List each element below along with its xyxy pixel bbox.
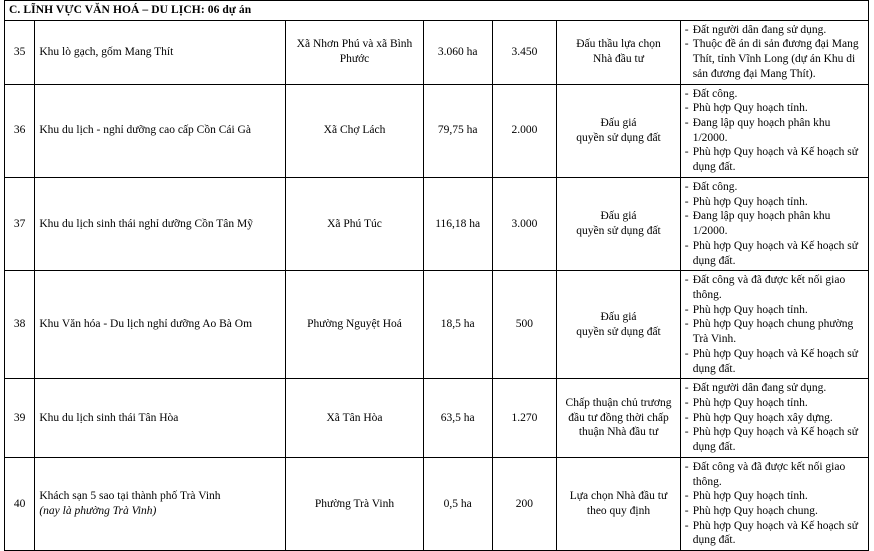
form-line: Đấu giá [600, 311, 637, 324]
form-line: Đấu giá [600, 210, 637, 223]
project-name-text: Khu du lịch sinh thái nghỉ dưỡng Cồn Tân Mỹ [39, 217, 254, 230]
note-list [685, 23, 864, 82]
project-area: 3.060 ha [423, 20, 492, 84]
note-item: - Phù hợp Quy hoạch và Kế hoạch sử dụng đất. [685, 239, 864, 268]
form-line: quyền sử dụng đất [576, 325, 661, 338]
project-notes [680, 84, 868, 177]
note-item: - Phù hợp Quy hoạch tỉnh. [685, 303, 864, 318]
project-location: Phường Trà Vinh [286, 457, 424, 550]
table-row [5, 177, 869, 270]
note-item: - Phù hợp Quy hoạch chung phường Trà Vinh. [685, 317, 864, 346]
note-item: - Phù hợp Quy hoạch và Kế hoạch sử dụng đất. [685, 519, 864, 548]
note-item: - Phù hợp Quy hoạch và Kế hoạch sử dụng đất. [685, 145, 864, 174]
note-item: - Đất người dân đang sử dụng. [685, 381, 864, 396]
note-item: - Đang lập quy hoạch phân khu 1/2000. [685, 209, 864, 238]
project-investment-form [557, 457, 680, 550]
project-cost: 2.000 [492, 84, 557, 177]
form-line: Chấp thuận chủ trương [565, 396, 672, 409]
project-name [35, 177, 286, 270]
project-name [35, 84, 286, 177]
note-item: - Thuộc đề án di sản đương đại Mang Thít, tỉnh Vĩnh Long (dự án Khu di sản đương đại Mang Thít). [685, 37, 864, 81]
note-list [685, 87, 864, 175]
project-investment-form [557, 84, 680, 177]
project-name-text: Khách sạn 5 sao tại thành phố Trà Vinh [39, 490, 221, 503]
note-list [685, 381, 864, 455]
project-cost: 500 [492, 271, 557, 379]
project-area: 79,75 ha [423, 84, 492, 177]
note-item: - Phù hợp Quy hoạch xây dựng. [685, 411, 864, 426]
row-number: 39 [5, 379, 35, 458]
row-number: 35 [5, 20, 35, 84]
note-item: - Phù hợp Quy hoạch và Kế hoạch sử dụng đất. [685, 425, 864, 454]
project-location: Xã Tân Hòa [286, 379, 424, 458]
project-name [35, 20, 286, 84]
table-row [5, 271, 869, 379]
form-line: thuận Nhà đầu tư [578, 426, 659, 439]
note-item: - Đất công và đã được kết nối giao thông. [685, 273, 864, 302]
row-number: 36 [5, 84, 35, 177]
project-location: Xã Nhơn Phú và xã Bình Phước [286, 20, 424, 84]
form-line: quyền sử dụng đất [576, 225, 661, 238]
project-name [35, 271, 286, 379]
project-name-text: Khu du lịch sinh thái Tân Hòa [39, 411, 179, 424]
note-list [685, 180, 864, 268]
table-row [5, 20, 869, 84]
row-number: 40 [5, 457, 35, 550]
form-line: Nhà đầu tư [593, 53, 644, 66]
project-investment-form [557, 379, 680, 458]
form-line: đầu tư đồng thời chấp [568, 411, 669, 424]
note-list [685, 273, 864, 376]
table-row [5, 457, 869, 550]
note-item: - Phù hợp Quy hoạch chung. [685, 504, 864, 519]
table-row [5, 379, 869, 458]
form-line: Đấu thầu lựa chọn [576, 38, 661, 51]
project-area: 0,5 ha [423, 457, 492, 550]
project-notes [680, 20, 868, 84]
project-investment-form [557, 177, 680, 270]
note-item: - Đất công và đã được kết nối giao thông. [685, 460, 864, 489]
project-name-note: (nay là phường Trà Vinh) [39, 505, 157, 517]
project-name-text: Khu lò gạch, gốm Mang Thít [39, 45, 174, 58]
project-name [35, 457, 286, 550]
table-row [5, 84, 869, 177]
project-investment-form [557, 20, 680, 84]
project-location: Xã Phú Túc [286, 177, 424, 270]
project-notes [680, 457, 868, 550]
project-cost: 3.450 [492, 20, 557, 84]
project-investment-form [557, 271, 680, 379]
form-line: Lựa chọn Nhà đầu tư [569, 490, 668, 503]
section-heading-row [5, 1, 869, 21]
note-item: - Phù hợp Quy hoạch tỉnh. [685, 396, 864, 411]
project-cost: 3.000 [492, 177, 557, 270]
project-cost: 200 [492, 457, 557, 550]
project-location: Xã Chợ Lách [286, 84, 424, 177]
note-item: - Phù hợp Quy hoạch và Kế hoạch sử dụng đất. [685, 347, 864, 376]
section-title: C. LĨNH VỰC VĂN HOÁ – DU LỊCH: 06 dự án [5, 1, 869, 21]
note-item: - Đất người dân đang sử dụng. [685, 23, 864, 38]
project-location: Phường Nguyệt Hoá [286, 271, 424, 379]
project-name-text: Khu Văn hóa - Du lịch nghỉ dưỡng Ao Bà Om [39, 318, 253, 331]
note-item: - Đất công. [685, 180, 864, 195]
note-list [685, 460, 864, 548]
note-item: - Phù hợp Quy hoạch tỉnh. [685, 101, 864, 116]
project-cost: 1.270 [492, 379, 557, 458]
project-notes [680, 379, 868, 458]
project-name [35, 379, 286, 458]
project-name-text: Khu du lịch - nghỉ dưỡng cao cấp Cồn Cái Gà [39, 124, 251, 137]
note-item: - Đất công. [685, 87, 864, 102]
note-item: - Phù hợp Quy hoạch tỉnh. [685, 489, 864, 504]
row-number: 38 [5, 271, 35, 379]
projects-table [4, 0, 869, 551]
form-line: Đấu giá [600, 117, 637, 130]
project-notes [680, 271, 868, 379]
form-line: theo quy định [586, 505, 651, 517]
project-notes [680, 177, 868, 270]
project-area: 63,5 ha [423, 379, 492, 458]
note-item: - Đang lập quy hoạch phân khu 1/2000. [685, 116, 864, 145]
project-area: 116,18 ha [423, 177, 492, 270]
form-line: quyền sử dụng đất [576, 131, 661, 144]
row-number: 37 [5, 177, 35, 270]
note-item: - Phù hợp Quy hoạch tỉnh. [685, 195, 864, 210]
project-area: 18,5 ha [423, 271, 492, 379]
